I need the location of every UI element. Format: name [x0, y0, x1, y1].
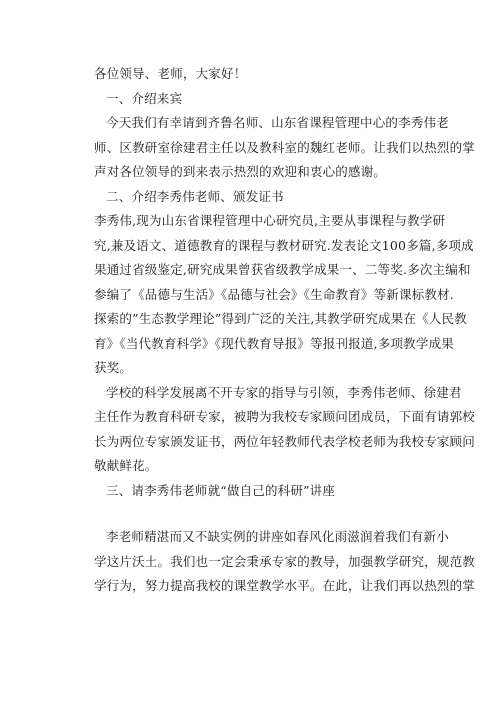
- bio-line: 参编了《品德与生活》《品德与社会》《生命教育》等新课标教材.: [94, 286, 454, 302]
- certificate-line: 敬献鲜花。: [94, 458, 158, 473]
- paragraph-gap: [94, 503, 406, 525]
- section-3-line: 学这片沃土。我们也一定会秉承专家的教导，加强教学研究，规范教: [94, 553, 476, 569]
- certificate-line: 学校的科学发展离不开专家的指导与引领，李秀伟老师、徐建君: [106, 384, 462, 400]
- bio-line: 育》《当代教育科学》《现代教育导报》等报刊报道,多项教学成果: [94, 335, 454, 351]
- section-2-heading: 二、介绍李秀伟老师、颁发证书: [106, 188, 284, 204]
- certificate-line: 主任作为教育科研专家，被聘为我校专家顾问团成员，下面有请郭校: [94, 409, 476, 424]
- section-3-line: 学行为，努力提高我校的课堂教学水平。在此，让我们再以热烈的掌: [94, 578, 476, 593]
- section-1-line: 声对各位领导的到来表示热烈的欢迎和衷心的感谢。: [94, 164, 387, 179]
- section-1-heading: 一、介绍来宾: [106, 90, 183, 106]
- section-1-line: 今天我们有幸请到齐鲁名师、山东省课程管理中心的李秀伟老: [106, 115, 449, 130]
- bio-line: 究,兼及语文、道德教育的课程与教材研究.发表论文100多篇,多项成: [94, 237, 474, 253]
- certificate-line: 长为两位专家颁发证书，两位年轻教师代表学校老师为我校专家顾问: [94, 433, 476, 449]
- bio-line: 李秀伟,现为山东省课程管理中心研究员,主要从事课程与教学研: [94, 213, 446, 228]
- section-3-heading: 三、请李秀伟老师就“做自己的科研”讲座: [106, 482, 336, 498]
- document-body: [94, 62, 476, 599]
- bio-line: 果通过省级鉴定,研究成果曾获省级教学成果一、二等奖.多次主编和: [94, 262, 471, 277]
- greeting: 各位领导、老师，大家好！: [94, 66, 247, 81]
- section-1-line: 师、区教研室徐建君主任以及教科室的魏红老师。让我们以热烈的掌: [94, 139, 476, 155]
- section-3-line: 李老师精湛而又不缺实例的讲座如春风化雨滋润着我们有新小: [106, 529, 449, 544]
- bio-line: 探索的”生态教学理论”得到广泛的关注,其教学研究成果在《人民教: [94, 311, 467, 326]
- bio-line: 获奖。: [94, 360, 133, 375]
